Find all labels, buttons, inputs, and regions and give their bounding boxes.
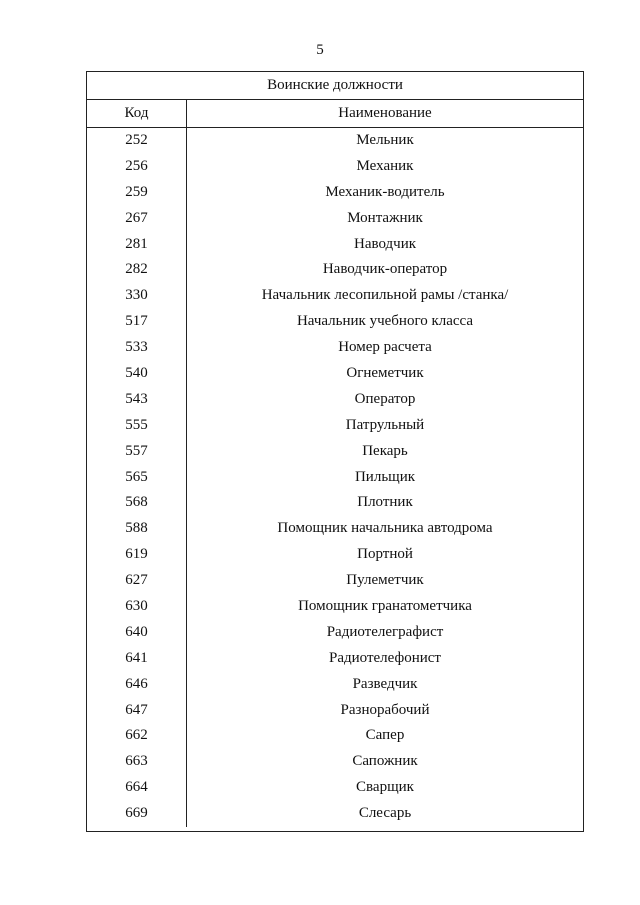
row-code: 533	[87, 335, 187, 361]
row-code: 282	[87, 257, 187, 283]
row-name: Пулеметчик	[346, 572, 424, 589]
row-name: Начальник лесопильной рамы /станка/	[261, 287, 509, 304]
table-row	[87, 646, 583, 672]
table-row	[87, 465, 583, 491]
table-row	[87, 490, 583, 516]
table-row	[87, 568, 583, 594]
table-row	[87, 723, 583, 749]
positions-table	[86, 71, 584, 832]
table-row	[87, 180, 583, 206]
row-name: Патрульный	[345, 416, 425, 433]
row-name: Наводчик-оператор	[322, 261, 448, 278]
row-name: Помощник гранатометчика	[298, 598, 472, 615]
table-row	[87, 775, 583, 801]
row-code: 640	[87, 620, 187, 646]
row-code: 543	[87, 387, 187, 413]
row-code: 663	[87, 749, 187, 775]
table-row	[87, 801, 583, 827]
row-code: 256	[87, 154, 187, 180]
table-row	[87, 309, 583, 335]
row-name: Сапожник	[352, 753, 418, 770]
row-name: Разнорабочий	[340, 701, 430, 718]
row-name: Портной	[357, 546, 413, 563]
table-row	[87, 542, 583, 568]
table-row	[87, 361, 583, 387]
row-name: Механик	[356, 157, 414, 174]
row-name: Сапер	[365, 727, 405, 744]
page-number: 5	[316, 42, 324, 58]
row-code: 330	[87, 283, 187, 309]
row-code: 517	[87, 309, 187, 335]
row-code: 540	[87, 361, 187, 387]
table-row	[87, 206, 583, 232]
row-name: Оператор	[354, 390, 416, 407]
table-row	[87, 335, 583, 361]
row-code: 555	[87, 413, 187, 439]
row-name: Радиотелеграфист	[326, 623, 444, 640]
header-name: Наименование	[338, 105, 432, 121]
row-name: Разведчик	[352, 675, 418, 692]
row-name: Начальник учебного класса	[296, 313, 474, 330]
table-body	[87, 128, 583, 831]
table-row	[87, 516, 583, 542]
row-code: 627	[87, 568, 187, 594]
row-code: 619	[87, 542, 187, 568]
row-code: 281	[87, 232, 187, 258]
row-code: 557	[87, 439, 187, 465]
row-name: Плотник	[357, 494, 413, 511]
table-row	[87, 439, 583, 465]
row-name: Пильщик	[354, 468, 416, 485]
row-code: 647	[87, 698, 187, 724]
row-name: Механик-водитель	[325, 183, 445, 200]
table-row	[87, 257, 583, 283]
table-row	[87, 594, 583, 620]
table-row	[87, 620, 583, 646]
row-code: 565	[87, 465, 187, 491]
row-name: Огнеметчик	[346, 365, 424, 382]
row-name: Радиотелефонист	[329, 649, 441, 666]
row-name: Сварщик	[356, 779, 414, 796]
table-row	[87, 232, 583, 258]
table-title: Воинские должности	[87, 72, 583, 100]
table-row	[87, 749, 583, 775]
row-code: 641	[87, 646, 187, 672]
row-code: 267	[87, 206, 187, 232]
row-name: Слесарь	[358, 805, 412, 822]
row-code: 662	[87, 723, 187, 749]
table-row	[87, 413, 583, 439]
table-row	[87, 698, 583, 724]
row-code: 669	[87, 801, 187, 827]
row-name: Наводчик	[353, 235, 417, 252]
table-row	[87, 672, 583, 698]
row-name: Мельник	[356, 132, 414, 148]
row-name: Номер расчета	[338, 339, 432, 356]
row-name: Пекарь	[362, 442, 408, 459]
row-code: 664	[87, 775, 187, 801]
table-row	[87, 283, 583, 309]
table-header	[87, 100, 583, 128]
header-code: Код	[87, 100, 187, 127]
row-code: 646	[87, 672, 187, 698]
table-row	[87, 128, 583, 154]
table-row	[87, 154, 583, 180]
row-code: 630	[87, 594, 187, 620]
row-code: 568	[87, 490, 187, 516]
row-name: Помощник начальника автодрома	[277, 520, 493, 537]
table-row	[87, 387, 583, 413]
row-code: 252	[87, 128, 187, 154]
row-code: 259	[87, 180, 187, 206]
row-name: Монтажник	[347, 209, 423, 226]
row-code: 588	[87, 516, 187, 542]
